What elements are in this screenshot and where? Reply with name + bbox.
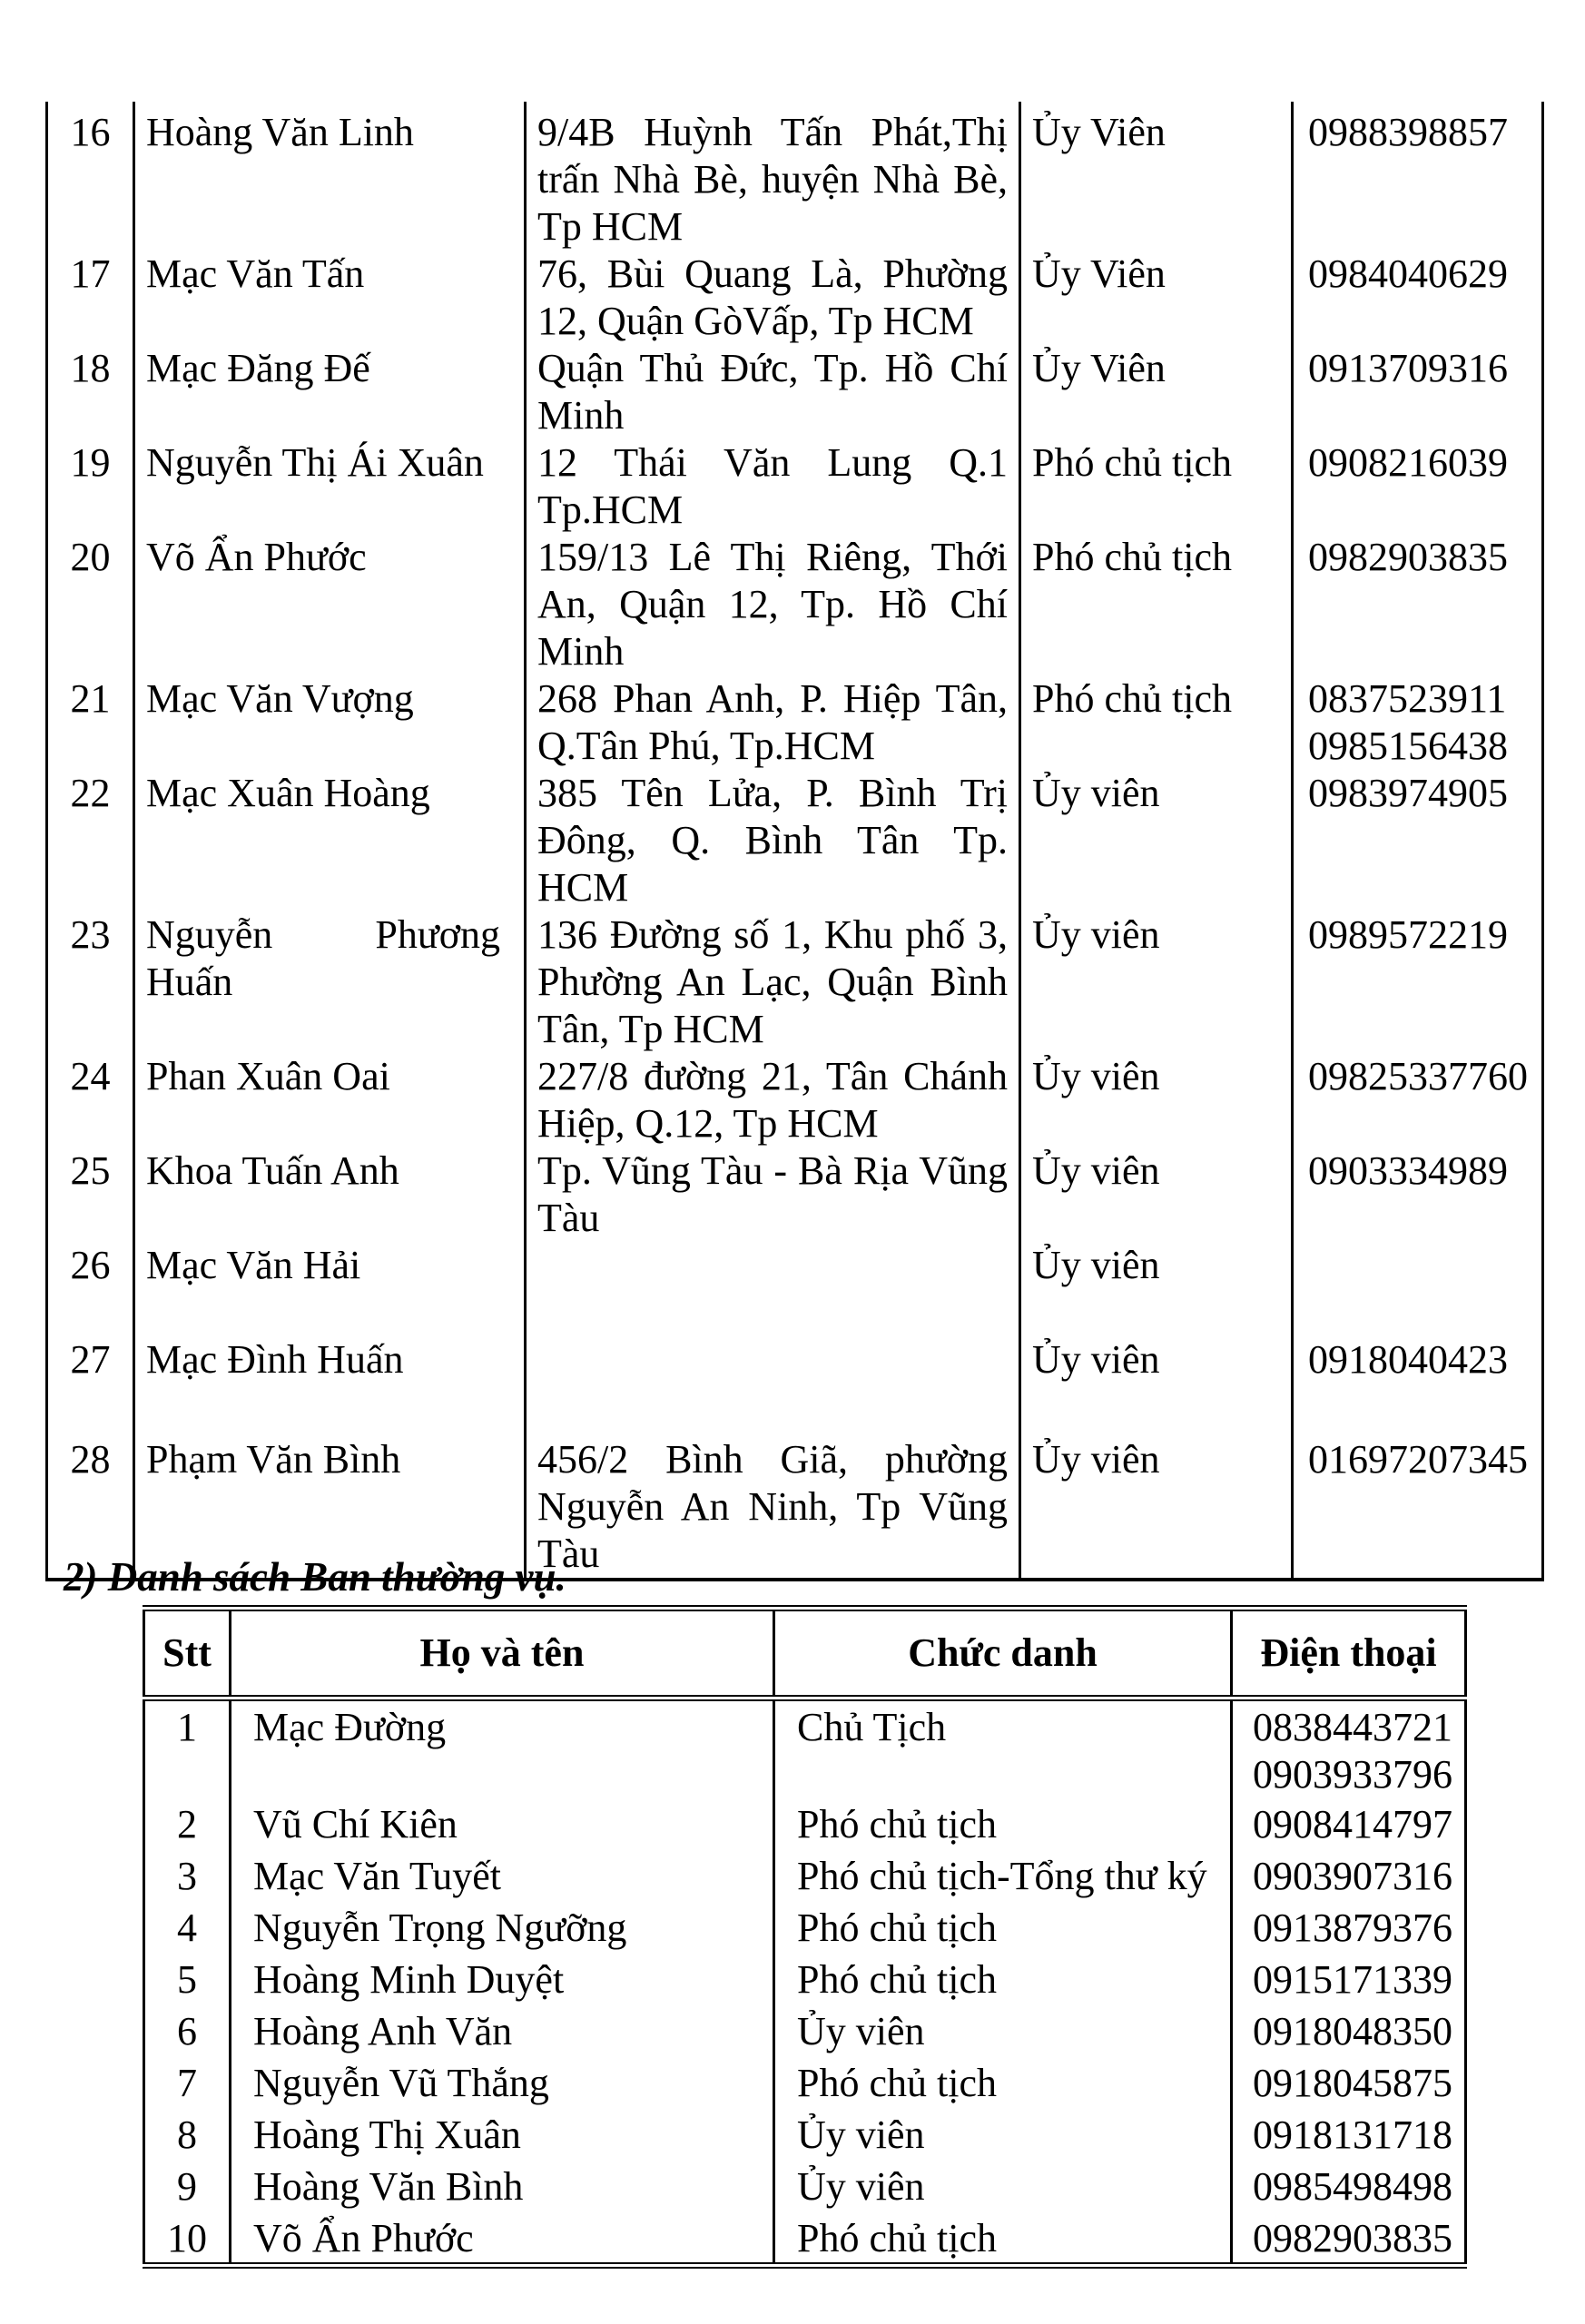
row-number: 9 [144,2161,231,2212]
member-position: Phó chủ tịch [774,1798,1232,1850]
table-row [144,2109,1466,2161]
member-name: Nguyễn Phương Huấn [134,911,526,1053]
phone-line: 0913709316 [1308,346,1508,390]
member-position: Ủy viên [1020,1242,1293,1336]
table-row [47,1147,1543,1242]
row-number: 3 [144,1850,231,1902]
member-name: Võ Ẩn Phước [231,2212,774,2266]
phone-line: 0918131718 [1253,2112,1452,2157]
member-address: 136 Đường số 1, Khu phố 3, Phường An Lạc, Quận Bình Tân, Tp HCM [526,911,1020,1053]
member-position: Ủy Viên [1020,251,1293,345]
member-position: Ủy viên [1020,1436,1293,1580]
row-number: 16 [47,102,134,251]
row-number: 6 [144,2005,231,2057]
member-phone [1293,1336,1543,1436]
table-row [47,675,1543,770]
member-phone [1293,345,1543,439]
table-row [144,2057,1466,2109]
member-position: Phó chủ tịch [1020,439,1293,534]
table-row [144,1798,1466,1850]
table-row [47,770,1543,911]
standing-committee-table [143,1605,1467,2269]
table-row [47,1053,1543,1147]
member-position: Ủy viên [1020,1336,1293,1436]
member-name: Hoàng Anh Văn [231,2005,774,2057]
member-name: Mạc Văn Tuyết [231,1850,774,1902]
table-row [47,1242,1543,1336]
member-name: Hoàng Thị Xuân [231,2109,774,2161]
member-name: Nguyễn Thị Ái Xuân [134,439,526,534]
member-name: Mạc Văn Tấn [134,251,526,345]
member-phone [1232,1699,1466,1799]
row-number: 28 [47,1436,134,1580]
section-heading: 2) Danh sách Ban thường vụ. [64,1554,566,1600]
member-name: Mạc Văn Hải [134,1242,526,1336]
member-name: Phạm Văn Bình [134,1436,526,1580]
member-phone [1293,770,1543,911]
member-address: 76, Bùi Quang Là, Phường 12, Quận GòVấp, Tp HCM [526,251,1020,345]
phone-line: 0915171339 [1253,1957,1452,2002]
phone-line: 0984040629 [1308,251,1508,296]
member-address: 268 Phan Anh, P. Hiệp Tân, Q.Tân Phú, Tp.HCM [526,675,1020,770]
member-position: Phó chủ tịch [774,1902,1232,1954]
table-row [144,1954,1466,2005]
table-row [47,1336,1543,1436]
row-number: 26 [47,1242,134,1336]
member-position: Ủy viên [1020,1147,1293,1242]
table-row [144,2005,1466,2057]
member-phone [1232,2005,1466,2057]
member-address: 9/4B Huỳnh Tấn Phát,Thị trấn Nhà Bè, huyện Nhà Bè, Tp HCM [526,102,1020,251]
member-phone [1232,2057,1466,2109]
member-position: Phó chủ tịch [774,2212,1232,2266]
member-phone [1293,439,1543,534]
member-phone [1293,1436,1543,1580]
members-table [45,102,1544,1581]
phone-line: 0903907316 [1253,1854,1452,1898]
member-name: Nguyễn Trọng Ngưỡng [231,1902,774,1954]
member-position: Ủy viên [1020,770,1293,911]
member-name: Hoàng Minh Duyệt [231,1954,774,2005]
row-number: 21 [47,675,134,770]
phone-line: 0982903835 [1308,535,1508,579]
table-row [144,1699,1466,1799]
phone-line: 0903933796 [1253,1752,1452,1797]
phone-line: 0982903835 [1253,2216,1452,2260]
member-position: Ủy Viên [1020,102,1293,251]
member-position: Ủy viên [774,2005,1232,2057]
member-position: Phó chủ tịch [774,2057,1232,2109]
table-row [144,2212,1466,2266]
member-phone [1232,1798,1466,1850]
member-name: Vũ Chí Kiên [231,1798,774,1850]
member-phone [1232,2161,1466,2212]
member-phone [1293,1242,1543,1336]
row-number: 7 [144,2057,231,2109]
table-row [144,1850,1466,1902]
member-position: Chủ Tịch [774,1699,1232,1799]
member-phone [1232,1902,1466,1954]
member-address: 12 Thái Văn Lung Q.1 Tp.HCM [526,439,1020,534]
phone-line: 01697207345 [1308,1437,1528,1482]
member-phone [1293,911,1543,1053]
phone-line: 0989572219 [1308,912,1508,957]
row-number: 1 [144,1699,231,1799]
member-phone [1293,251,1543,345]
member-position: Phó chủ tịch [1020,534,1293,675]
phone-line: 0837523911 [1308,676,1507,721]
member-name: Mạc Văn Vượng [134,675,526,770]
header-phone: Điện thoại [1232,1609,1466,1699]
phone-line: 0918045875 [1253,2061,1452,2105]
member-position: Ủy viên [774,2109,1232,2161]
row-number: 20 [47,534,134,675]
row-number: 5 [144,1954,231,2005]
member-position: Phó chủ tịch [1020,675,1293,770]
member-phone [1232,2212,1466,2266]
header-stt: Stt [144,1609,231,1699]
member-position: Ủy viên [1020,911,1293,1053]
member-name: Mạc Đăng Đế [134,345,526,439]
member-address [526,1242,1020,1336]
member-position: Ủy viên [1020,1053,1293,1147]
phone-line: 0903334989 [1308,1148,1508,1193]
row-number: 27 [47,1336,134,1436]
member-name: Hoàng Văn Bình [231,2161,774,2212]
table-row [47,911,1543,1053]
member-name: Nguyễn Vũ Thắng [231,2057,774,2109]
phone-line: 0983974905 [1308,771,1508,815]
row-number: 8 [144,2109,231,2161]
member-phone [1232,1850,1466,1902]
row-number: 22 [47,770,134,911]
table-row [47,534,1543,675]
phone-line: 0988398857 [1308,110,1508,154]
header-position: Chức danh [774,1609,1232,1699]
row-number: 18 [47,345,134,439]
member-phone [1232,2109,1466,2161]
member-address: 456/2 Bình Giã, phường Nguyễn An Ninh, Tp Vũng Tàu [526,1436,1020,1580]
member-phone [1293,1147,1543,1242]
table-header-row [144,1609,1466,1699]
phone-line: 0838443721 [1253,1705,1452,1749]
member-name: Hoàng Văn Linh [134,102,526,251]
row-number: 23 [47,911,134,1053]
row-number: 17 [47,251,134,345]
phone-line: 0908414797 [1253,1802,1452,1846]
member-name: Mạc Xuân Hoàng [134,770,526,911]
member-name: Khoa Tuấn Anh [134,1147,526,1242]
member-name: Võ Ẩn Phước [134,534,526,675]
member-phone [1293,102,1543,251]
member-phone [1232,1954,1466,2005]
row-number: 25 [47,1147,134,1242]
phone-line: 0913879376 [1253,1905,1452,1950]
phone-line: 0985156438 [1308,724,1508,768]
row-number: 24 [47,1053,134,1147]
member-address: Tp. Vũng Tàu - Bà Rịa Vũng Tàu [526,1147,1020,1242]
row-number: 19 [47,439,134,534]
member-phone [1293,1053,1543,1147]
member-name: Mạc Đình Huấn [134,1336,526,1436]
table-row [47,439,1543,534]
row-number: 10 [144,2212,231,2266]
row-number: 4 [144,1902,231,1954]
member-address: 385 Tên Lửa, P. Bình Trị Đông, Q. Bình Tân Tp. HCM [526,770,1020,911]
header-name: Họ và tên [231,1609,774,1699]
table-row [144,1902,1466,1954]
phone-line: 0985498498 [1253,2164,1452,2209]
phone-line: 0918048350 [1253,2009,1452,2053]
member-address: 227/8 đường 21, Tân Chánh Hiệp, Q.12, Tp HCM [526,1053,1020,1147]
phone-line: 0908216039 [1308,440,1508,485]
table-row [47,345,1543,439]
row-number: 2 [144,1798,231,1850]
phone-line: 09825337760 [1308,1054,1528,1098]
member-position: Ủy viên [774,2161,1232,2212]
member-phone [1293,534,1543,675]
member-position: Phó chủ tịch-Tổng thư ký [774,1850,1232,1902]
phone-line: 0918040423 [1308,1337,1508,1382]
member-phone [1293,675,1543,770]
member-position: Ủy Viên [1020,345,1293,439]
member-address: 159/13 Lê Thị Riêng, Thới An, Quận 12, Tp. Hồ Chí Minh [526,534,1020,675]
member-position: Phó chủ tịch [774,1954,1232,2005]
member-address: Quận Thủ Đức, Tp. Hồ Chí Minh [526,345,1020,439]
table-row [47,251,1543,345]
table-row [47,102,1543,251]
member-address [526,1336,1020,1436]
table-row [144,2161,1466,2212]
member-name: Mạc Đường [231,1699,774,1799]
member-name: Phan Xuân Oai [134,1053,526,1147]
